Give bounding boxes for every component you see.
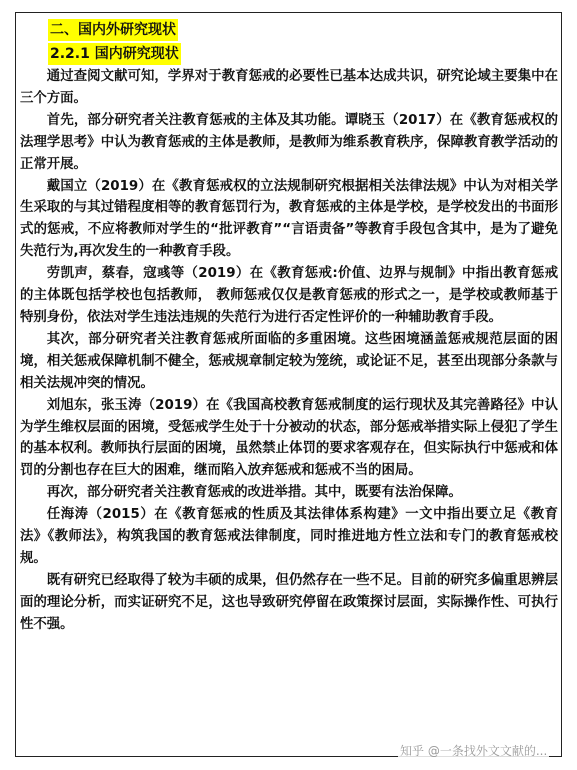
paragraph: 再次，部分研究者关注教育惩戒的改进举措。其中，既要有法治保障。 <box>46 485 462 501</box>
paragraph: 任海涛（2015）在《教育惩戒的性质及其法律体系构建》一文中指出要立足《教育法》《教师法》，构筑我国的教育惩戒法律制度，同时推进地方性立法和专门的教育惩戒校规。 <box>20 507 558 566</box>
subsection-heading: 2.2.1 国内研究现状 <box>48 43 181 65</box>
body-text <box>20 66 558 636</box>
section-heading: 二、国内外研究现状 <box>48 19 178 41</box>
paragraph: 通过查阅文献可知，学界对于教育惩戒的必要性已基本达成共识，研究论域主要集中在三个方面。 <box>20 69 558 106</box>
paragraph: 既有研究已经取得了较为丰硕的成果，但仍然存在一些不足。目前的研究多偏重思辨层面的理论分析，而实证研究不足，这也导致研究停留在政策探讨层面，实际操作性、可执行性不强。 <box>20 572 558 632</box>
watermark: 知乎 @一条找外文文献的... <box>400 744 548 758</box>
paragraph: 首先，部分研究者关注教育惩戒的主体及其功能。谭晓玉（2017）在《教育惩戒权的法理学思考》中认为教育惩戒的主体是教师，是教师为维系教育秩序，保障教育教学活动的正常开展。 <box>20 112 558 172</box>
paragraph: 其次，部分研究者关注教育惩戒所面临的多重困境。这些困境涵盖惩戒规范层面的困境，相关惩戒保障机制不健全，惩戒规章制定较为笼统，或论证不足，甚至出现部分条款与相关法规冲突的情况。 <box>20 331 558 391</box>
paragraph: 戴国立（2019）在《教育惩戒权的立法规制研究根据相关法律法规》中认为对相关学生采取的与其过错程度相等的教育惩罚行为，教育惩戒的主体是学校，是学校发出的书面形式的惩戒，不应将教师对学生的“批评教育”“言语责备”等教育手段包含其中，是为了避免失范行为,再次发生的一种教育手段。 <box>20 178 558 260</box>
paragraph: 劳凯声，蔡春，寇彧等（2019）在《教育惩戒:价值、边界与规制》中指出教育惩戒的主体既包括学校也包括教师， 教师惩戒仅仅是教育惩戒的形式之一，是学校或教师基于特别身份，依法对学生违法违规的失范行为进行否定性评价的一种辅助教育手段。 <box>20 266 558 325</box>
paragraph: 刘旭东，张玉涛（2019）在《我国高校教育惩戒制度的运行现状及其完善路径》中认为学生维权层面的困境，受惩戒学生处于十分被动的状态，部分惩戒举措实际上侵犯了学生的基本权利。教师执行层面的困境，虽然禁止体罚的要求客观存在，但实际执行中惩戒和体罚的分割也存在巨大的困难，继而陷入放弃惩戒和惩戒不当的困局。 <box>20 397 558 479</box>
